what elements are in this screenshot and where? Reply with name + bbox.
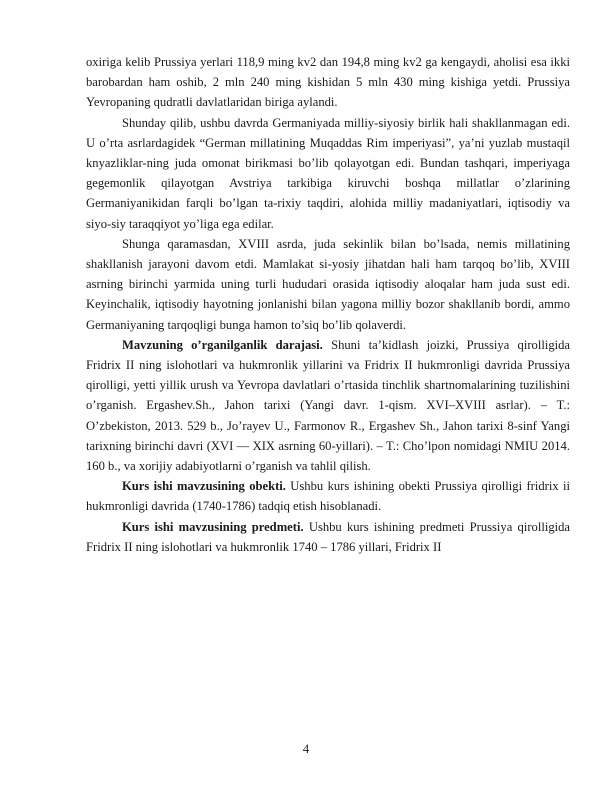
paragraph-text: Ushbu kurs ishining obekti Prussiya qirolligi fridrix ii hukmronligi davrida (1740-1786) tadqiq etish hisoblanadi. [86, 479, 570, 514]
paragraph-subject [86, 517, 570, 557]
paragraph-2 [86, 113, 570, 234]
paragraph-1 [86, 52, 570, 113]
section-lead: Kurs ishi mavzusining obekti. [122, 479, 286, 494]
paragraph-text: Shuni ta’kidlash joizki, Prussiya qirolligida Fridrix II ning islohotlari va hukmronlik yillarini va Fridrix II hukmronligi davrida Prussiya qirolligi, yetti yillik urush va Yevropa davlatlari o’rtasida tinchlik shartnomalarining tuzilishini o’rganish. Ergashev.Sh., Jahon tarixi (Yangi davr. 1-qism. XVI–XVIII asrlar). – T.: O’zbekiston, 2013. 529 b., Jo’rayev U., Farmonov R., Ergashev Sh., Jahon tarixi 8-sinf Yangi tarixning birinchi davri (XVI — XIX asrning 60-yillari). – T.: Cho’lpon nomidagi NMIU 2014. 160 b., va xorijiy adabiyotlarni o’rganish va tahlil qilish. [86, 337, 570, 474]
paragraph-text: oxiriga kelib Prussiya yerlari 118,9 ming kv2 dan 194,8 ming kv2 ga kengaydi, aholisi esa ikki barobardan ham oshib, 2 mln 240 ming kishidan 5 mln 430 ming kishiga yetdi. Prussiya Yevropaning qudratli davlatlaridan biriga aylandi. [86, 55, 570, 110]
section-lead: Kurs ishi mavzusining predmeti. [122, 519, 304, 534]
paragraph-text: Ushbu kurs ishining predmeti Prussiya qirolligida Fridrix II ning islohotlari va hukmronlik 1740 – 1786 yillari, Fridrix II [86, 519, 571, 554]
paragraph-text: Shunday qilib, ushbu davrda Germaniyada milliy-siyosiy birlik hali shakllanmagan edi. U o’rta asrlardagidek “German millatining Muqaddas Rim imperiyasi”, ya’ni yuzlab mustaqil knyazliklar-ning juda omonat birikmasi bo’lib qolayotgan edi. Bundan tashqari, imperiyaga gegemonlik qilayotgan Avstriya tarkibiga kiruvchi boshqa millatlar o’zlarining Germaniyanikidan farqli bo’lgan ta-rixiy taqdiri, alohida milliy madaniyatlari, iqtisodiy va siyo-siy taraqqiyot yo’liga ega edilar. [86, 115, 570, 231]
page-number: 4 [302, 742, 310, 756]
paragraph-3 [86, 234, 570, 335]
document-page [86, 52, 570, 557]
paragraph-object [86, 476, 570, 516]
section-lead: Mavzuning o’rganilganlik darajasi. [122, 337, 323, 352]
paragraph-study-level [86, 335, 570, 476]
paragraph-text: Shunga qaramasdan, XVIII asrda, juda sekinlik bilan bo’lsada, nemis millatining shakllanish jarayoni davom etdi. Mamlakat si-yosiy jihatdan hali ham tarqoq bo’lib, XVIII asrning birinchi yarmida uning turli hududari orasida iqtisodiy aloqalar ham juda sust edi. Keyinchalik, iqtisodiy hayotning jonlanishi bilan yagona milliy bozor shakllanib bordi, ammo Germaniyaning tarqoqligi bunga hamon to’siq bo’lib qolaverdi. [86, 236, 570, 332]
